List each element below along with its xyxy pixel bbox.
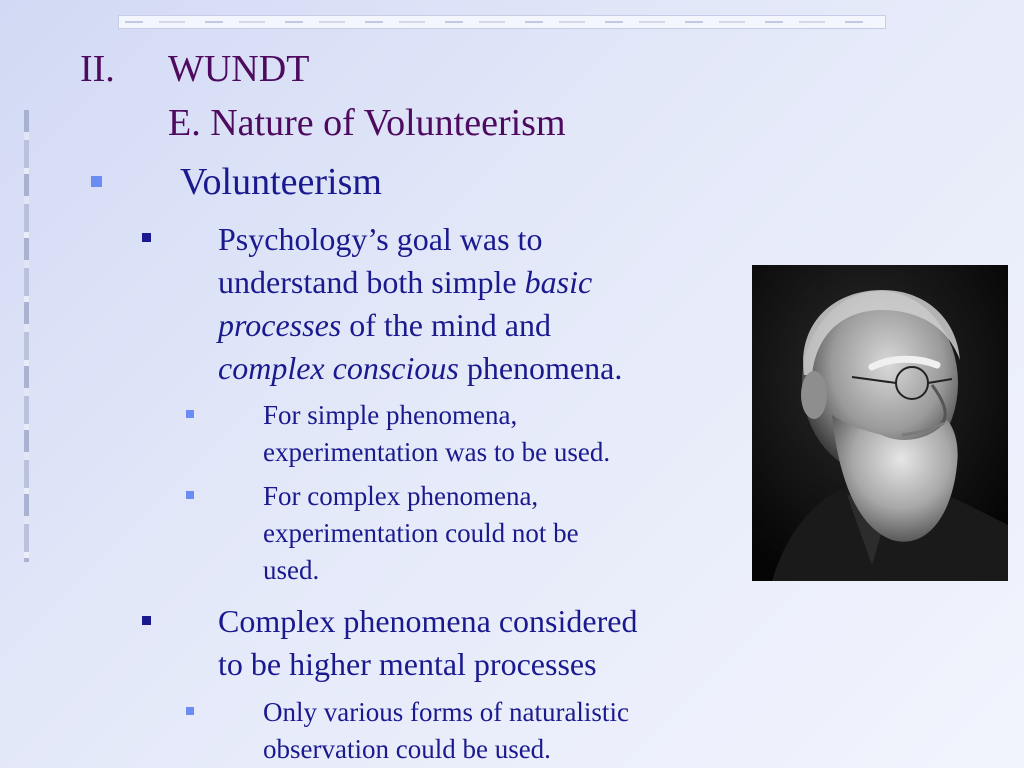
portrait-illustration <box>752 265 1008 581</box>
portrait-photo <box>752 265 1008 581</box>
sub-bullet-simple-line2: experimentation was to be used. <box>263 437 611 467</box>
side-decorative-rule <box>24 110 29 562</box>
sub-bullet-complex-line2: experimentation could not be <box>263 518 579 548</box>
bullet-complex-line2: to be higher mental processes <box>218 646 597 682</box>
slide-subtitle: E. Nature of Volunteerism <box>168 102 566 144</box>
sub-bullet-simple-line1: For simple phenomena, <box>263 400 518 430</box>
bullet-goal-line3: processes of the mind and <box>218 307 551 343</box>
bullet-marker-l1 <box>91 176 102 187</box>
sub-bullet-complex-line3: used. <box>263 555 320 585</box>
bullet-goal-line2: understand both simple basic <box>218 264 593 300</box>
bullet-marker-l3 <box>186 491 194 499</box>
bullet-marker-l2 <box>142 616 151 625</box>
sub-bullet-complex-line1: For complex phenomena, <box>263 481 539 511</box>
bullet-complex-line1: Complex phenomena considered <box>218 603 638 639</box>
bullet-marker-l3 <box>186 410 194 418</box>
bullet-goal-line4: complex conscious phenomena. <box>218 350 623 386</box>
sub-bullet-observation-line2: observation could be used. <box>263 734 551 764</box>
bullet-marker-l2 <box>142 233 151 242</box>
sub-bullet-observation-line1: Only various forms of naturalistic <box>263 697 629 727</box>
bullet-marker-l3 <box>186 707 194 715</box>
top-decorative-rule <box>118 15 886 29</box>
title-number: II. <box>80 48 115 90</box>
slide-title: WUNDT <box>168 48 310 90</box>
bullet-goal-line1: Psychology’s goal was to <box>218 221 543 257</box>
bullet-volunteerism: Volunteerism <box>180 161 382 203</box>
